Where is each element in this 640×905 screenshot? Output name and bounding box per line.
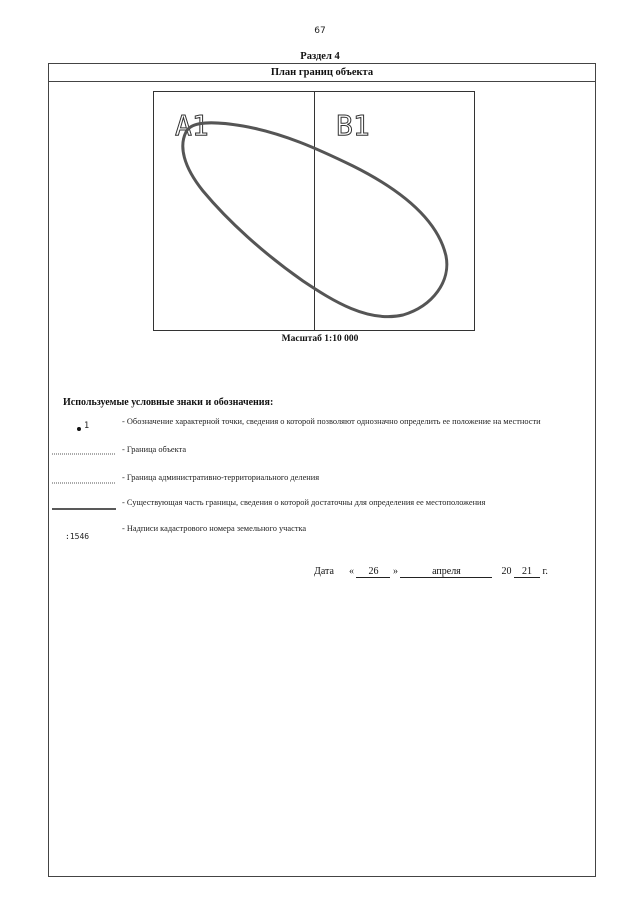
date-century: 20	[501, 566, 512, 577]
date-open-quote: «	[348, 566, 354, 577]
plan-drawing	[153, 91, 475, 331]
legend-item-object-boundary: - Граница объекта	[122, 445, 187, 454]
zone-label-b1: В1	[336, 109, 370, 142]
date-line	[314, 566, 548, 578]
section-title: Раздел 4	[300, 51, 340, 62]
object-boundary-line-icon	[52, 452, 116, 456]
frame-header: План границ объекта	[49, 64, 595, 82]
legend-item-cadastral-number: - Надписи кадастрового номера земельного участка	[122, 524, 307, 533]
legend-item-admin-boundary: - Граница административно-территориального деления	[122, 473, 320, 482]
boundary-plan	[153, 91, 475, 331]
characteristic-point-icon	[77, 427, 81, 431]
date-suffix: г.	[542, 566, 548, 577]
zone-label-a1: А1	[175, 109, 209, 142]
legend-item-characteristic-point: - Обозначение характерной точки, сведения о которой позволяют однозначно определить ее положение на местности	[122, 417, 541, 426]
date-year: 21	[514, 566, 540, 578]
date-close-quote: »	[392, 566, 398, 577]
date-month: апреля	[400, 566, 492, 578]
existing-boundary-line-icon	[52, 507, 116, 511]
cadastral-number-sample: :1546	[65, 532, 90, 541]
scale-label: Масштаб 1:10 000	[281, 334, 359, 344]
page-number: 67	[314, 26, 326, 36]
point-number: 1	[84, 421, 90, 431]
admin-boundary-line-icon	[52, 481, 116, 485]
legend-title: Используемые условные знаки и обозначения:	[63, 397, 274, 408]
legend-item-existing-boundary: - Существующая часть границы, сведения о которой достаточны для определения ее местоположения	[122, 498, 486, 507]
date-day: 26	[356, 566, 390, 578]
date-label: Дата	[314, 566, 334, 577]
